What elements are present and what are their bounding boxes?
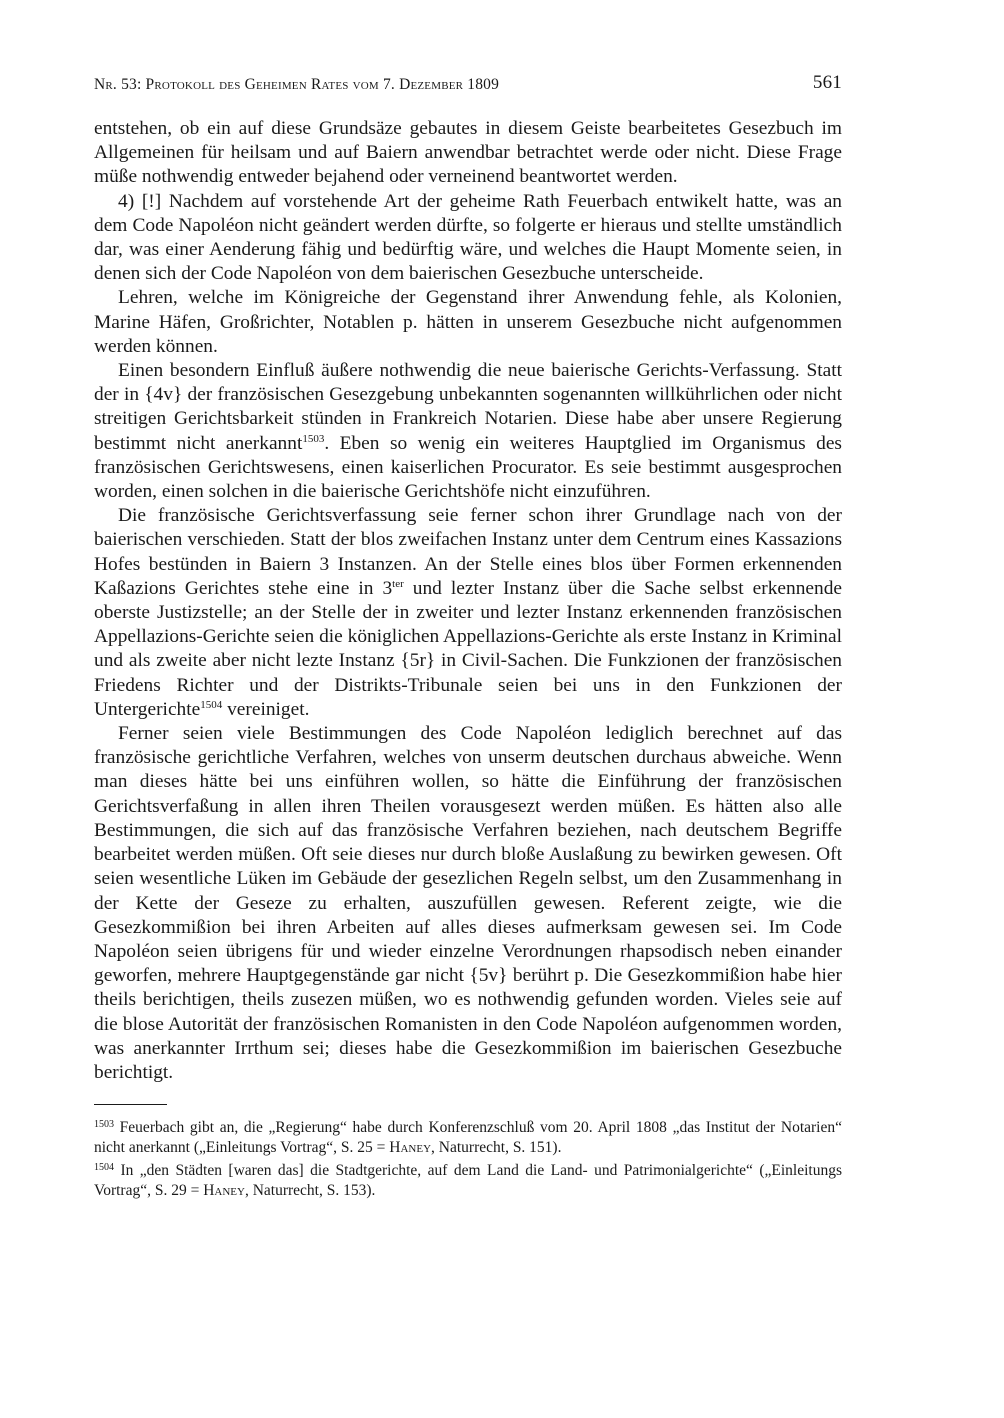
text-run: 4) [!] Nachdem auf vorstehende Art der geheime Rath Feuerbach entwikelt hatte, was an dem Code Napoléon nicht geändert werden dürfte, so folgerte er hieraus und stellte umständlich dar, was einer Aenderung fähig und bedürftig wäre, und welches die Haupt Momente seien, in denen sich der Code Napoléon von dem baierischen Gesezbuche unterscheide. (94, 190, 842, 285)
page-number: 561 (812, 72, 842, 93)
paragraph (94, 722, 842, 1085)
footnote-number: 1504 (94, 1162, 114, 1174)
text-run: vereiniget. (222, 698, 310, 720)
text-run: . Eben so wenig ein weiteres Hauptglied im Organismus des französischen Gerichtswesens, einen kaiserlichen Procurator. Es seie bestimmt ausgesprochen worden, einen solchen in die baierische Gerichtshöfe nicht einzuführen. (94, 432, 842, 503)
text-run: und lezter Instanz über die Sache selbst erkennende oberste Justizstelle; an der Stelle der in zweiter und lezter Instanz erkennenden französischen Appellazions-Gerichte seien die königlichen Appellazions-Gerichte als erste Instanz in Kriminal und als zweite aber nicht lezte Instanz {5r} in Civil-Sachen. Die Funkzionen der französischen Friedens Richter und der Distrikts-Tribunale seien bei uns in den Funkzionen der Untergerichte (94, 577, 842, 720)
text-run: Lehren, welche im Königreiche der Gegenstand ihrer Anwendung fehle, als Kolonien, Marine Häfen, Großrichter, Notablen p. hätten in unserem Gesezbuche nicht aufgenommen werden können. (94, 287, 842, 357)
footnote-number: 1503 (94, 1119, 114, 1131)
author-name: Haney (203, 1182, 245, 1200)
paragraph (94, 359, 842, 504)
text-run: In „den Städten [waren das] die Stadtgerichte, auf dem Land die Land- und Patrimonialgerichte“ („Einleitungs Vortrag“, S. 29 = (94, 1162, 842, 1200)
paragraph (94, 286, 842, 359)
text-run: , Naturrecht, S. 151). (431, 1139, 562, 1157)
body-text (94, 117, 842, 1085)
text-run: Feuerbach gibt an, die „Regierung“ habe durch Konferenzschluß vom 20. April 1808 „das Institut der Notarien“ nicht anerkannt („Einleitungs Vortrag“, S. 25 = (94, 1119, 842, 1157)
text-run: Einen besondern Einfluß äußere nothwendig die neue baierische Gerichts-Verfassung. Statt der in {4v} der französischen Gesezgebung unbekannten sogenannten willkührlichen oder nicht streitigen Gerichtsbarkeit stünden in Frankreich Notarien. Diese habe aber unsere Regierung bestimmt nicht anerkannt (94, 360, 842, 454)
paragraph (94, 190, 842, 287)
running-head (94, 72, 842, 100)
footnote-marker: 1504 (200, 698, 223, 711)
footnote-divider (94, 1104, 167, 1105)
footnotes (94, 1118, 842, 1201)
document-page (94, 72, 842, 1204)
footnote (94, 1161, 842, 1201)
text-run: , Naturrecht, S. 153). (244, 1182, 376, 1200)
paragraph (94, 117, 842, 190)
text-run: Die französische Gerichtsverfassung seie ferner schon ihrer Grundlage nach von der baierischen verschieden. Statt der blos zweifachen Instanz unter dem Centrum eines Kassazions Hofes bestünden in Baiern 3 Instanzen. An der Stelle eines blos über Formen erkennenden Kaßazions Gerichtes stehe eine in 3 (94, 505, 842, 599)
text-run: Ferner seien viele Bestimmungen des Code Napoléon lediglich berechnet auf das französische gerichtliche Verfahren, welches von unserm deutschen durchaus abweiche. Wenn man dieses hätte bei uns einführen wollen, so hätte die Einführung der französischen Gerichtsverfaßung in allen ihren Theilen vorausgesezt werden müßen. Es hätten also alle Bestimmungen, die sich auf das französische Verfahren beziehen, nach deutschem Begriffe bearbeitet werden müßen. Oft seie dieses nur durch bloße Auslaßung zu bewirken gewesen. Oft seien wesentliche Lüken im Gebäude der gesezlichen Regeln selbst, um den Zusammenhang in der Kette der Geseze zu erhalten, auszufüllen gewesen. Referent zeigte, wie die Gesezkommißion bei ihren Arbeiten auf alles dieses aufmerksam gewesen sei. Im Code Napoléon seien übrigens für und wieder einzelne Verordnungen rhapsodisch neben einander geworfen, mehrere Hauptgegenstände gar nicht {5v} berührt p. Die Gesezkommißion habe hier theils berichtigen, theils zusezen müßen, wo es nothwendig gefunden worden. Vieles seie auf die blose Autorität der französischen Romanisten in den Code Napoléon aufgenommen worden, was anerkannter Irrthum sei; dieses habe die Gesezkommißion im baierischen Gesezbuche berichtigt. (94, 723, 842, 1083)
paragraph (94, 504, 842, 722)
author-name: Haney (389, 1139, 432, 1157)
footnote-marker: ter (392, 577, 404, 590)
text-run: entstehen, ob ein auf diese Grundsäze gebautes in diesem Geiste bearbeitetes Gesezbuch im Allgemeinen für heilsam und auf Baiern anwendbar betrachtet werde oder nicht. Diese Frage müße nothwendig entweder bejahend oder verneinend beantwortet werden. (94, 118, 842, 188)
footnote (94, 1118, 842, 1158)
footnote-marker: 1503 (302, 432, 325, 445)
running-head-title: Nr. 53: Protokoll des Geheimen Rates vom 7. Dezember 1809 (94, 76, 500, 93)
